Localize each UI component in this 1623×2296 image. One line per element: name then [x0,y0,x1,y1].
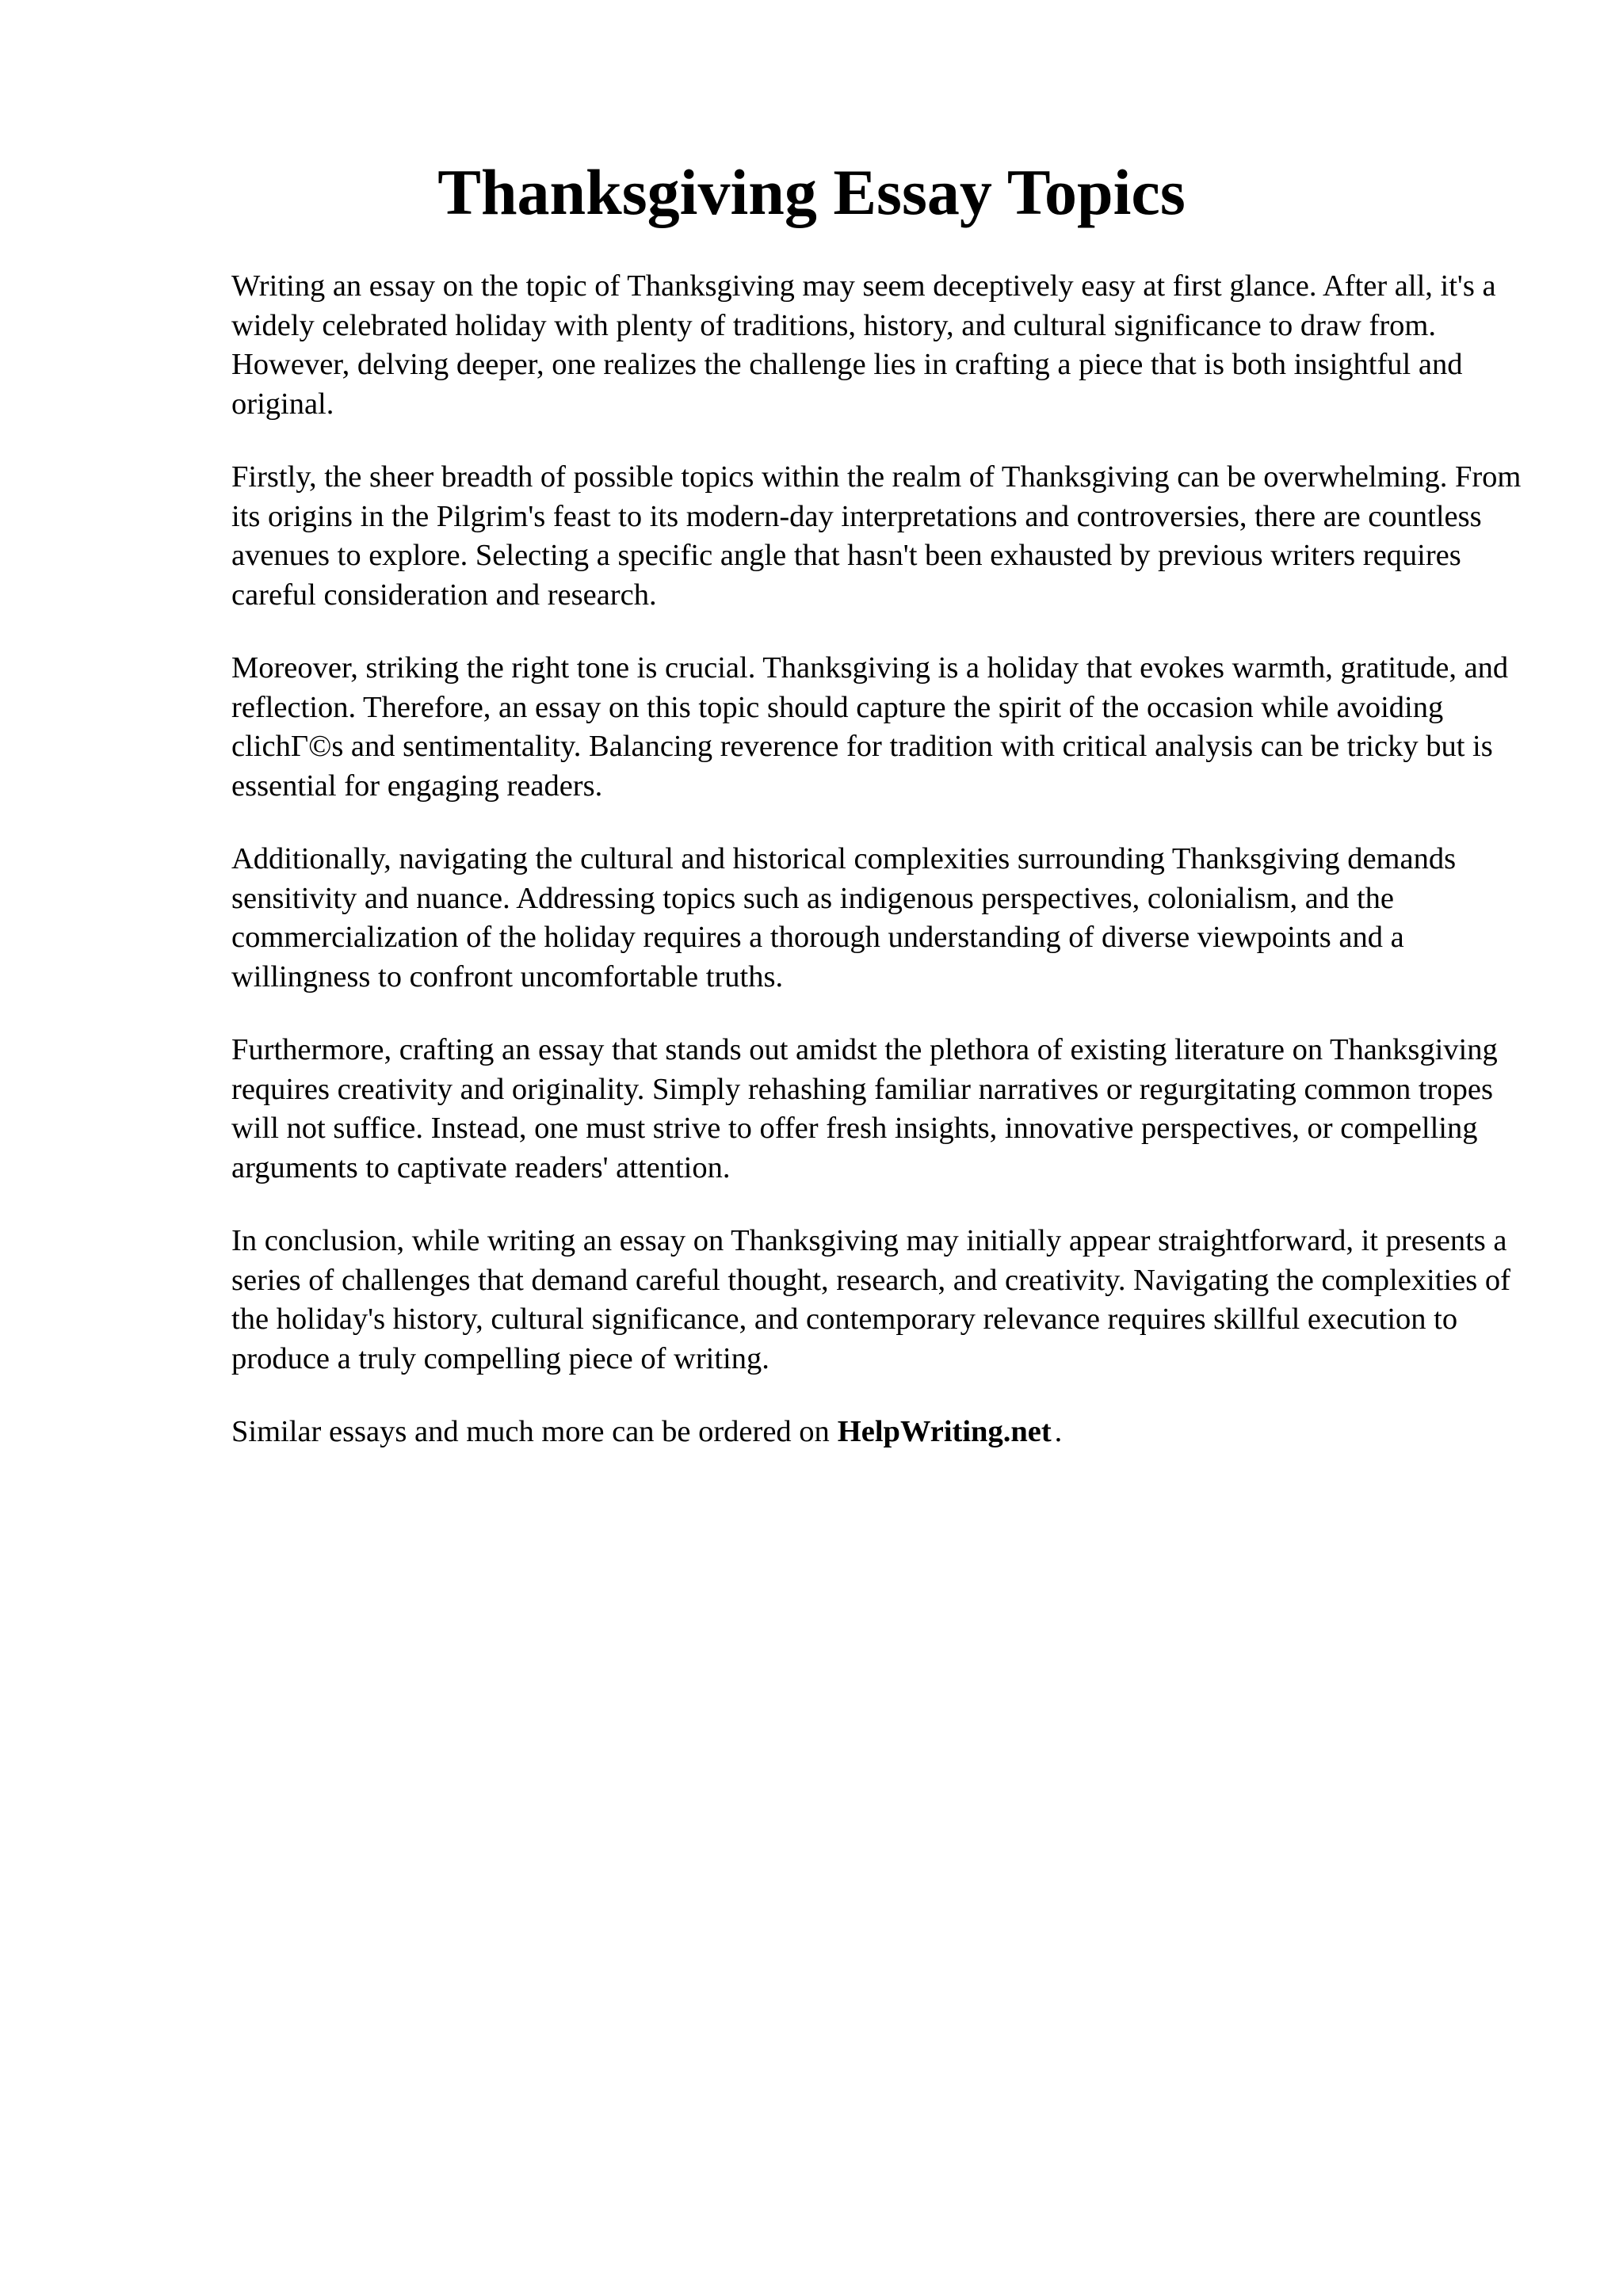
paragraph-complexities: Additionally, navigating the cultural and historical complexities surrounding Thanksgiving demands sensitivity and nuance. Addressing topics such as indigenous perspectives, colonialism, and the commercialization of the holiday requires a thorough understanding of diverse viewpoints and a willingness to confront uncomfortable truths. [231,842,1457,994]
footer-suffix: . [1054,1415,1063,1448]
paragraph-originality: Furthermore, crafting an essay that stands out amidst the plethora of existing literature on Thanksgiving requires creativity and originality. Simply rehashing familiar narratives or regurgitating common tropes will not suffice. Instead, one must strive to offer fresh insights, innovative perspectives, or compelling arguments to captivate readers' attention. [231,1033,1498,1184]
paragraph-conclusion: In conclusion, while writing an essay on Thanksgiving may initially appear straightforward, it presents a series of challenges that demand careful thought, research, and creativity. Navigating the complexities of the holiday's history, cultural significance, and contemporary relevance requires skillful execution to produce a truly compelling piece of writing. [231,1224,1510,1375]
footer-line [231,1413,1523,1452]
page-title: Thanksgiving Essay Topics [437,156,1186,228]
helpwriting-link[interactable]: HelpWriting.net [837,1415,1052,1448]
footer-prefix: Similar essays and much more can be ordered on [231,1415,830,1448]
paragraph-breadth: Firstly, the sheer breadth of possible topics within the realm of Thanksgiving can be overwhelming. From its origins in the Pilgrim's feast to its modern-day interpretations and controversies, there are countless avenues to explore. Selecting a specific angle that hasn't been exhausted by previous writers requires careful consideration and research. [231,460,1522,612]
paragraph-intro: Writing an essay on the topic of Thanksgiving may seem deceptively easy at first glance. After all, it's a widely celebrated holiday with plenty of traditions, history, and cultural significance to draw from. However, delving deeper, one realizes the challenge lies in crafting a piece that is both insightful and original. [231,269,1496,421]
paragraph-tone: Moreover, striking the right tone is crucial. Thanksgiving is a holiday that evokes warmth, gratitude, and reflection. Therefore, an essay on this topic should capture the spirit of the occasion while avoiding clichГ©s and sentimentality. Balancing reverence for tradition with critical analysis can be tricky but is essential for engaging readers. [231,651,1509,803]
essay-body [231,267,1523,1452]
